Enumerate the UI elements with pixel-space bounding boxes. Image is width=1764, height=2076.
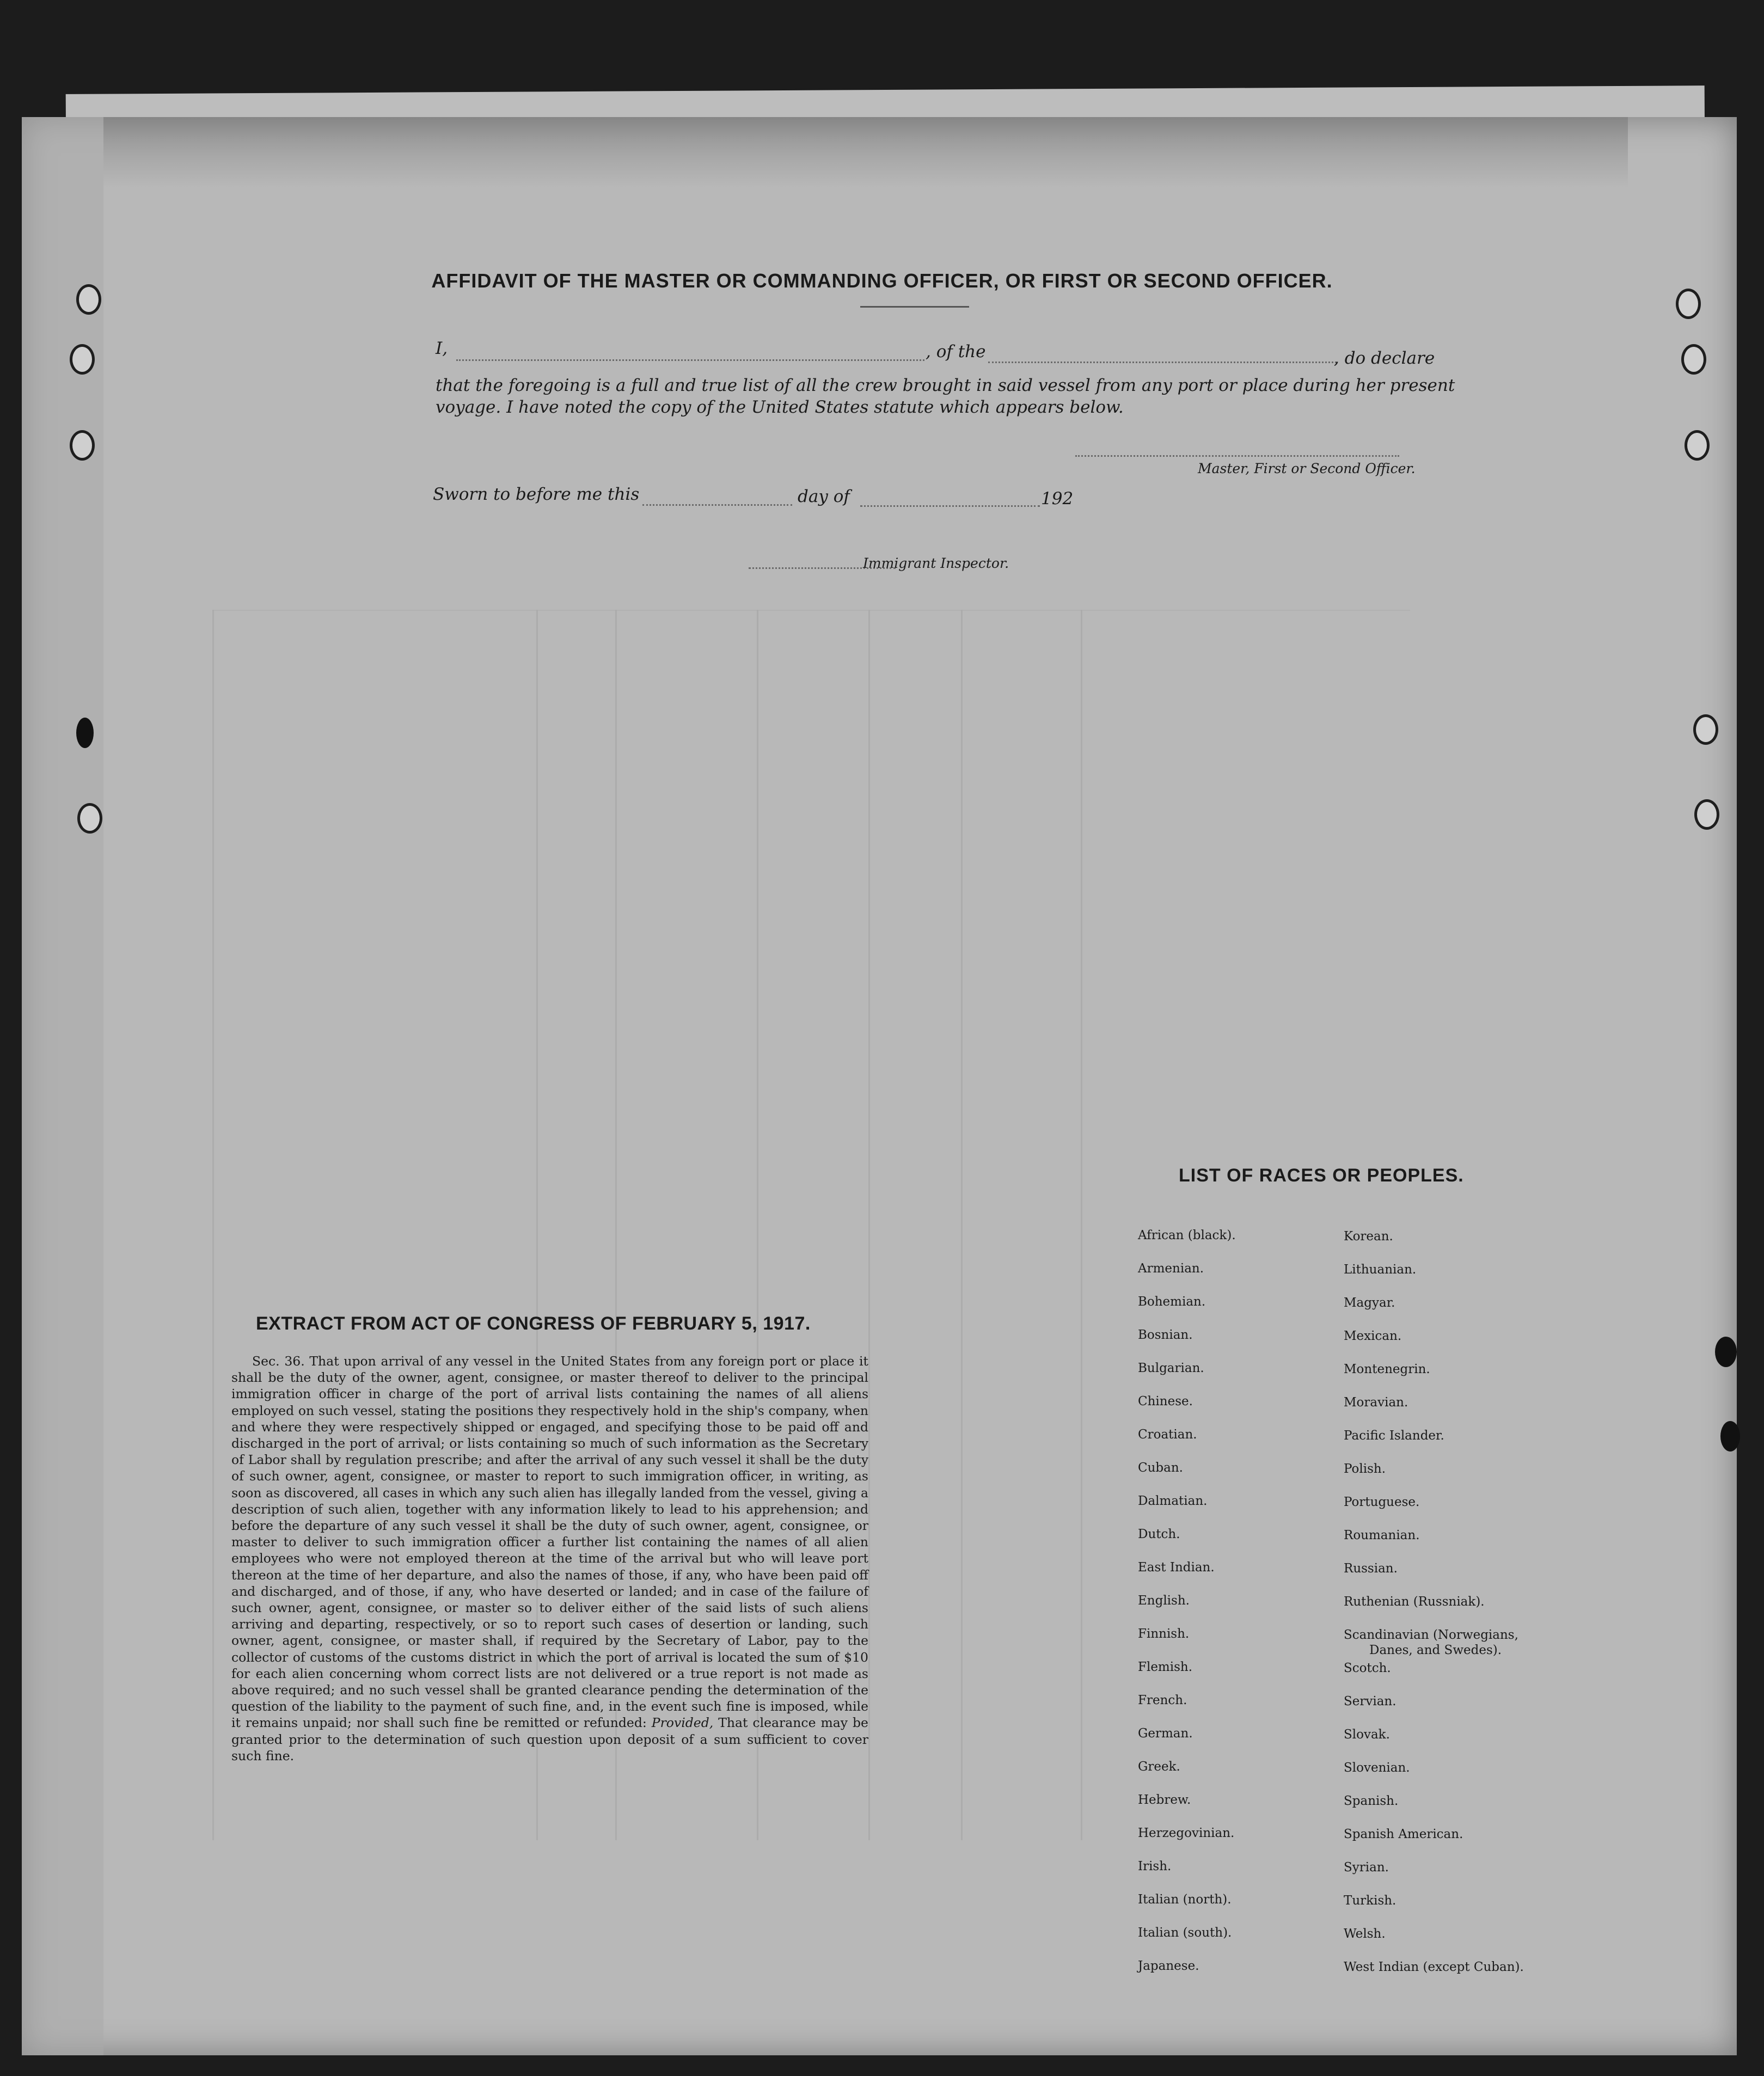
race-item: Magyar.: [1344, 1296, 1395, 1310]
year-label: 192: [1041, 489, 1074, 509]
binder-hole: [1685, 430, 1710, 461]
ghost-row-rule: [212, 610, 1410, 611]
master-signature-label: Master, First or Second Officer.: [1198, 461, 1416, 476]
race-item: Spanish.: [1344, 1794, 1399, 1808]
race-item: Bulgarian.: [1138, 1361, 1204, 1375]
do-declare-label: , do declare: [1334, 348, 1435, 368]
binder-hole: [1676, 289, 1701, 319]
race-item: Japanese.: [1138, 1959, 1199, 1973]
race-item: Moravian.: [1344, 1395, 1408, 1410]
page-shadow: [103, 117, 1628, 188]
race-item: African (black).: [1138, 1228, 1236, 1242]
affidavit-i-label: I,: [436, 339, 448, 358]
race-item: Spanish American.: [1344, 1827, 1463, 1841]
race-item: Korean.: [1344, 1229, 1393, 1244]
race-item: Ruthenian (Russniak).: [1344, 1595, 1485, 1609]
section-text: That upon arrival of any vessel in the United States from any foreign port or place it shall be the duty of the owner, agent, consignee, or master thereof to deliver to the principal immigration officer in charge of the port of arrival lists containing the names of all aliens employed on such vessel, stating the positions they respectively hold in the ship's company, when and where they were respectively shipped or engaged, and specifying those to be paid off and discharged in the port of arrival; or lists containing so much of such information as the Secretary of Labor shall by regulation prescribe; and after the arrival of any such vessel it shall be the duty of such owner, agent, consignee, or master to report to such immigration officer, in writing, as soon as discovered, all cases in which any such alien has illegally landed from the vessel, giving a description of such alien, together with any information likely to lead to his apprehension; and before the departure of any such vessel it shall be the duty of such owner, agent, consignee, or master to deliver to such immigration officer a further list containing the names of all alien employees who were not employed thereon at the time of the arrival but who will leave port thereon at the time of her departure, and also the names of those, if any, who have been paid off and discharged, and of those, if any, who have deserted or landed; and in case of the failure of such owner, agent, consignee, or master so to deliver either of the said lists of such aliens arriving and departing, respectively, or so to report such cases of desertion or landing, such owner, agent, consignee, or master shall, if required by the Secretary of Labor, pay to the collector of customs of the customs district in which the port of arrival is located the sum of $10 for each alien concerning whom correct lists are not delivered or a true report is not made as above required; and no such vessel shall be granted clearance pending the determination of the question of the liability to the payment of such fine, and, in the event such fine is imposed, while it remains unpaid; nor shall such fine be remitted or refunded:: [231, 1354, 868, 1731]
race-item: English.: [1138, 1594, 1190, 1608]
affidavit-title: AFFIDAVIT OF THE MASTER OR COMMANDING OFFICER, OR FIRST OR SECOND OFFICER.: [431, 270, 1333, 292]
binding-strip: [22, 117, 103, 2055]
vessel-name-field[interactable]: [988, 362, 1337, 363]
binder-hole: [1715, 1337, 1737, 1367]
extract-body: [231, 1353, 868, 1764]
master-signature-field[interactable]: [1075, 455, 1399, 457]
provided-label: Provided,: [651, 1715, 714, 1731]
affidavit-statement-line: that the foregoing is a full and true list of all the crew brought in said vessel from any port or place during her present: [436, 376, 1455, 395]
race-item: Irish.: [1138, 1859, 1172, 1873]
race-item: Servian.: [1344, 1694, 1396, 1708]
binder-hole: [76, 718, 94, 748]
race-item: Montenegrin.: [1344, 1362, 1430, 1376]
race-item: Dutch.: [1138, 1527, 1180, 1541]
section-label: Sec. 36.: [252, 1354, 305, 1369]
race-item: Bosnian.: [1138, 1328, 1193, 1342]
binder-hole: [1694, 799, 1719, 830]
binder-hole: [70, 344, 95, 375]
race-item: Slovenian.: [1344, 1761, 1410, 1775]
race-item: East Indian.: [1138, 1560, 1215, 1575]
race-item: Scandinavian (Norwegians,: [1344, 1628, 1518, 1642]
ghost-column-rule: [961, 610, 963, 1840]
ghost-column-rule: [1081, 610, 1082, 1840]
race-item: Chinese.: [1138, 1394, 1193, 1409]
race-item: Russian.: [1344, 1561, 1398, 1576]
race-item: Welsh.: [1344, 1927, 1386, 1941]
race-item: Armenian.: [1138, 1261, 1204, 1276]
race-item: Roumanian.: [1344, 1528, 1420, 1542]
race-item: Italian (north).: [1138, 1893, 1232, 1907]
race-item: Italian (south).: [1138, 1926, 1232, 1940]
race-item: Portuguese.: [1344, 1495, 1420, 1509]
race-item: Pacific Islander.: [1344, 1429, 1444, 1443]
ghost-column-rule: [868, 610, 870, 1840]
race-item: Herzegovinian.: [1138, 1826, 1235, 1840]
race-item: Greek.: [1138, 1760, 1180, 1774]
sworn-label: Sworn to before me this: [433, 485, 640, 504]
race-item: Hebrew.: [1138, 1793, 1191, 1807]
race-item: French.: [1138, 1693, 1187, 1707]
race-item: Croatian.: [1138, 1428, 1197, 1442]
binder-hole: [1693, 714, 1718, 745]
race-item: Bohemian.: [1138, 1295, 1206, 1309]
section-text-end: That clearance may be granted prior to the determination of such question upon deposit of a sum sufficient to cover such fine.: [231, 1715, 868, 1763]
ghost-column-rule: [212, 610, 214, 1840]
race-item: Slovak.: [1344, 1728, 1390, 1742]
of-the-label: , of the: [926, 342, 986, 362]
extract-title: EXTRACT FROM ACT OF CONGRESS OF FEBRUARY 5, 1917.: [256, 1313, 811, 1334]
race-item: West Indian (except Cuban).: [1344, 1960, 1524, 1974]
race-item: Syrian.: [1344, 1860, 1389, 1875]
races-title: LIST OF RACES OR PEOPLES.: [1179, 1165, 1464, 1186]
race-item: Flemish.: [1138, 1660, 1193, 1674]
master-name-field[interactable]: [456, 359, 924, 361]
race-item: Lithuanian.: [1344, 1263, 1417, 1277]
binder-hole: [1720, 1421, 1740, 1452]
race-item: Dalmatian.: [1138, 1494, 1208, 1508]
race-item: Finnish.: [1138, 1627, 1190, 1641]
binder-hole: [70, 430, 95, 461]
binder-hole: [1681, 344, 1706, 375]
race-item: Scotch.: [1344, 1661, 1391, 1675]
affidavit-statement-line: voyage. I have noted the copy of the United States statute which appears below.: [436, 397, 1124, 417]
sworn-month-field[interactable]: [860, 505, 1040, 507]
day-of-label: day of: [798, 487, 850, 506]
title-rule: [860, 306, 969, 308]
race-item: Danes, and Swedes).: [1369, 1643, 1502, 1657]
race-item: Cuban.: [1138, 1461, 1183, 1475]
binder-hole: [77, 803, 102, 834]
race-item: German.: [1138, 1726, 1193, 1741]
inspector-signature-label: Immigrant Inspector.: [863, 555, 1009, 571]
race-item: Polish.: [1344, 1462, 1386, 1476]
sworn-day-field[interactable]: [642, 504, 792, 506]
race-item: Turkish.: [1344, 1894, 1396, 1908]
race-item: Mexican.: [1344, 1329, 1402, 1343]
